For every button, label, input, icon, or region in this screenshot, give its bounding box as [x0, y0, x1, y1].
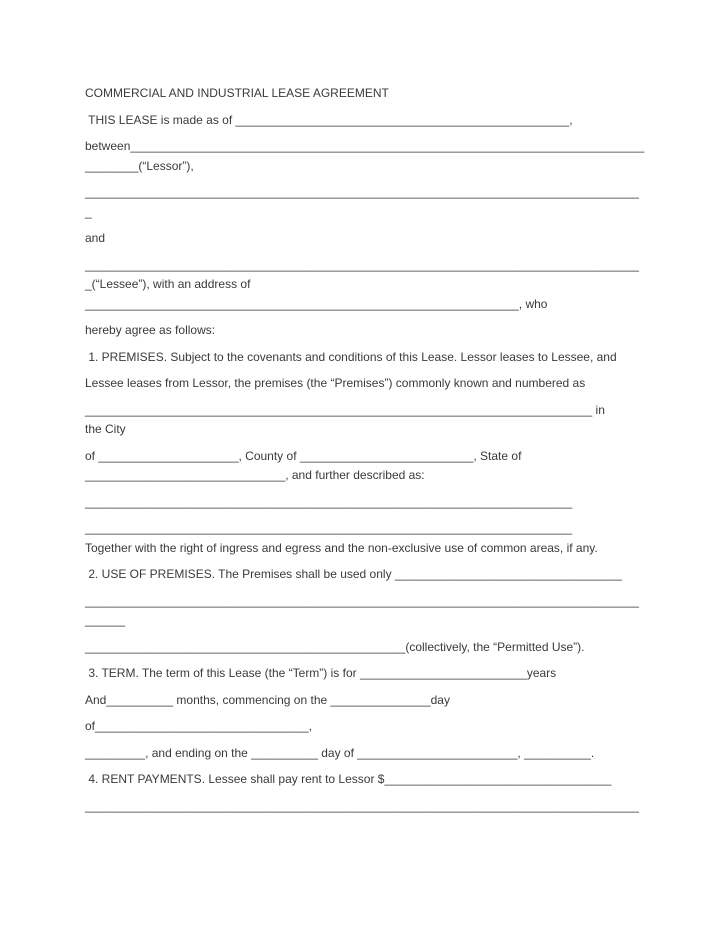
document-line: 2. USE OF PREMISES. The Premises shall be used only __________________________________: [85, 567, 622, 581]
document-title: COMMERCIAL AND INDUSTRIAL LEASE AGREEMENT: [85, 86, 389, 100]
document-line: 1. PREMISES. Subject to the covenants and conditions of this Lease. Lessor leases to Lessee, and: [85, 349, 617, 364]
document-line: _________________________________________________________________________: [85, 494, 573, 509]
document-line: ________(“Lessor”),: [85, 158, 194, 173]
document-line: ___________________________________________________________________________________: [85, 798, 639, 813]
paragraph: [85, 744, 643, 764]
paragraph: [85, 447, 643, 486]
paragraph: [85, 770, 643, 790]
paragraph: [85, 691, 643, 711]
paragraph: [85, 256, 643, 315]
paragraph: [85, 797, 643, 817]
document-line: _________________________________________________________________________: [85, 521, 573, 535]
paragraph: [85, 519, 643, 558]
document-line: 4. RENT PAYMENTS. Lessee shall pay rent to Lessor $__________________________________: [85, 772, 612, 786]
document-line: hereby agree as follows:: [85, 323, 216, 337]
document-line: ____________________________________________________________________________ in: [85, 402, 605, 417]
paragraph: [85, 592, 643, 631]
document-line: _(“Lessee”), with an address of: [85, 277, 251, 291]
document-line: 3. TERM. The term of this Lease (the “Term”) is for _________________________years: [85, 666, 557, 680]
document-body: [85, 84, 643, 816]
document-line: the City: [85, 422, 126, 436]
paragraph: [85, 401, 643, 440]
document-line: _: [85, 204, 92, 219]
document-line: Together with the right of ingress and egress and the non-exclusive use of common areas, if any.: [85, 540, 598, 555]
document-line: And__________ months, commencing on the _______________day: [85, 692, 450, 707]
paragraph: [85, 374, 643, 394]
document-line: ___________________________________________________________________________________: [85, 593, 639, 608]
paragraph: [85, 229, 643, 249]
paragraph: [85, 321, 643, 341]
document-line: ________________________________________________(collectively, the “Permitted Use”).: [85, 639, 585, 654]
document-line: and: [85, 231, 106, 245]
document-line: ___________________________________________________________________________________: [85, 257, 639, 272]
paragraph: [85, 183, 643, 222]
document-line: ______: [85, 613, 126, 627]
document-line: ___________________________________________________________________________________: [85, 185, 639, 199]
document-line: ______________________________, and further described as:: [85, 468, 425, 482]
document-line: _________, and ending on the __________ day of ________________________, __________.: [85, 745, 595, 760]
paragraph: [85, 717, 643, 737]
document-line: of _____________________, County of __________________________, State of: [85, 448, 522, 463]
document-line: of________________________________,: [85, 719, 312, 733]
paragraph: [85, 565, 643, 585]
paragraph: [85, 348, 643, 368]
document-line: THIS LEASE is made as of __________________________________________________,: [85, 112, 573, 127]
document-line: Lessee leases from Lessor, the premises (the “Premises”) commonly known and numbered as: [85, 376, 586, 390]
document-title-paragraph: [85, 84, 643, 104]
document-line: between_____________________________________________________________________________: [85, 139, 645, 153]
paragraph: [85, 111, 643, 131]
document-line: _________________________________________________________________, who: [85, 296, 548, 311]
paragraph: [85, 137, 643, 176]
paragraph: [85, 664, 643, 684]
paragraph: [85, 493, 643, 513]
paragraph: [85, 638, 643, 658]
